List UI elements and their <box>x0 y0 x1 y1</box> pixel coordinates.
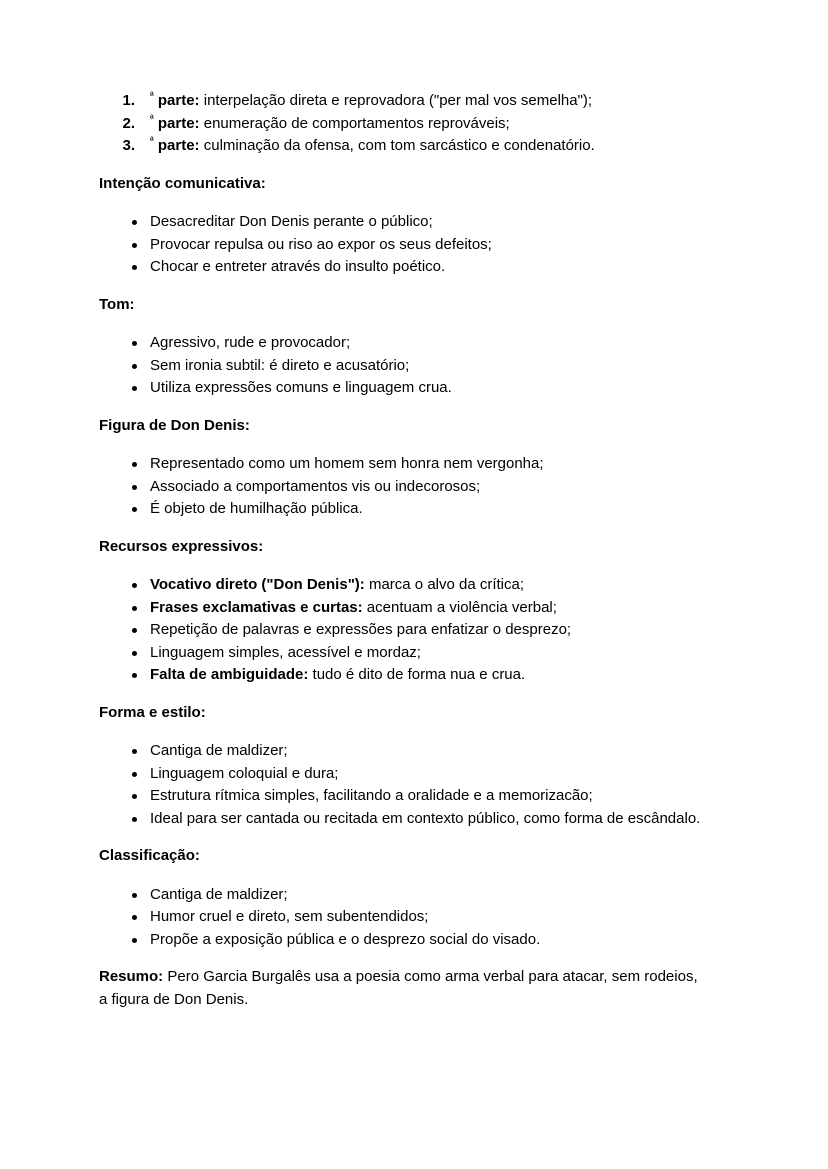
spacer <box>99 724 705 740</box>
list-item-text: Associado a comportamentos vis ou indecorosos; <box>150 477 481 495</box>
summary-paragraph <box>99 966 705 1011</box>
spacer <box>99 521 705 536</box>
spacer <box>99 951 705 966</box>
list-item-text: interpelação direta e reprovadora ("per mal vos semelha"); <box>199 92 593 109</box>
list-item <box>99 619 705 642</box>
summary-text: Pero Garcia Burgalês usa a poesia como arma verbal para atacar, sem rodeios, a figura de Don Denis. <box>99 968 698 1008</box>
spacer <box>99 158 705 173</box>
list-item <box>99 763 705 786</box>
section-heading: Classificação: <box>99 847 200 864</box>
list-item <box>99 740 705 763</box>
list-item <box>99 211 705 234</box>
numbered-list-item <box>99 135 705 158</box>
list-item-text: É objeto de humilhação pública. <box>150 500 363 517</box>
list-item <box>99 929 705 952</box>
list-item-number: 1. <box>122 92 135 109</box>
ordinal-suffix: ª <box>150 91 154 102</box>
list-item <box>99 664 705 687</box>
list-item-text: Desacreditar Don Denis perante o público; <box>150 213 433 230</box>
section-heading: Forma e estilo: <box>99 703 206 721</box>
list-item-label: parte: <box>157 92 200 109</box>
list-item <box>99 453 705 476</box>
list-item <box>99 884 705 907</box>
list-item <box>99 476 705 499</box>
list-item <box>99 906 705 929</box>
bullet-list <box>99 884 705 952</box>
list-item-text: culminação da ofensa, com tom sarcástico e condenatório. <box>199 137 595 154</box>
list-item <box>99 498 705 521</box>
bullet-list <box>99 574 705 687</box>
section-heading: Recursos expressivos: <box>99 537 264 555</box>
ordinal-suffix: ª <box>150 136 154 147</box>
list-item-text: tudo é dito de forma nua e crua. <box>308 666 526 683</box>
list-item-text: Representado como um homem sem honra nem vergonha; <box>150 455 544 472</box>
bullet-list <box>99 453 705 521</box>
list-item-label: parte: <box>157 114 200 132</box>
spacer <box>99 316 705 332</box>
document-body <box>99 90 705 1011</box>
list-item-label: Vocativo direto ("Don Denis"): <box>150 576 365 593</box>
list-item <box>99 256 705 279</box>
spacer <box>99 868 705 884</box>
list-item-text: Utiliza expressões comuns e linguagem crua. <box>150 379 452 396</box>
spacer <box>99 830 705 845</box>
spacer <box>99 687 705 702</box>
sections-container <box>99 158 705 952</box>
list-item-label: Frases exclamativas e curtas: <box>150 598 363 616</box>
summary-label: Resumo: <box>99 968 164 985</box>
list-item-text: Cantiga de maldizer; <box>150 742 288 759</box>
numbered-list <box>99 90 705 158</box>
list-item <box>99 377 705 400</box>
list-item-text: enumeração de comportamentos reprováveis; <box>199 114 510 132</box>
list-item <box>99 785 705 808</box>
list-item <box>99 642 705 665</box>
list-item <box>99 597 705 620</box>
list-item <box>99 355 705 378</box>
spacer <box>99 558 705 574</box>
list-item-text: Repetição de palavras e expressões para enfatizar o desprezo; <box>150 621 572 638</box>
list-item-text: Humor cruel e direto, sem subentendidos; <box>150 908 429 925</box>
spacer <box>99 279 705 294</box>
list-item-label: parte: <box>157 137 200 154</box>
list-item-number: 2. <box>122 114 135 132</box>
list-item-text: Linguagem coloquial e dura; <box>150 764 339 782</box>
list-item-text: Sem ironia subtil: é direto e acusatório; <box>150 356 410 374</box>
list-item <box>99 332 705 355</box>
ordinal-suffix: ª <box>150 113 154 125</box>
list-item <box>99 574 705 597</box>
list-item <box>99 808 705 831</box>
list-item-label: Falta de ambiguidade: <box>150 666 309 683</box>
spacer <box>99 400 705 415</box>
spacer <box>99 437 705 453</box>
list-item-text: Estrutura rítmica simples, facilitando a oralidade e a memorizacão; <box>150 787 593 804</box>
list-item-text: Linguagem simples, acessível e mordaz; <box>150 643 421 661</box>
section-heading: Intenção comunicativa: <box>99 174 266 192</box>
list-item <box>99 234 705 257</box>
list-item-number: 3. <box>122 137 135 154</box>
section-heading: Figura de Don Denis: <box>99 416 250 434</box>
bullet-list <box>99 332 705 400</box>
list-item-text: Propõe a exposição pública e o desprezo social do visado. <box>150 930 541 948</box>
numbered-list-item <box>99 113 705 136</box>
list-item-text: Agressivo, rude e provocador; <box>150 334 351 351</box>
list-item-text: Ideal para ser cantada ou recitada em contexto público, como forma de escândalo. <box>150 809 701 827</box>
list-item-text: Cantiga de maldizer; <box>150 885 288 903</box>
list-item-text: acentuam a violência verbal; <box>362 598 557 616</box>
spacer <box>99 195 705 211</box>
section-heading: Tom: <box>99 295 135 313</box>
list-item-text: Chocar e entreter através do insulto poético. <box>150 258 446 275</box>
list-item-text: marca o alvo da crítica; <box>364 576 525 593</box>
bullet-list <box>99 211 705 279</box>
bullet-list <box>99 740 705 830</box>
numbered-list-item <box>99 90 705 113</box>
list-item-text: Provocar repulsa ou riso ao expor os seus defeitos; <box>150 235 492 253</box>
